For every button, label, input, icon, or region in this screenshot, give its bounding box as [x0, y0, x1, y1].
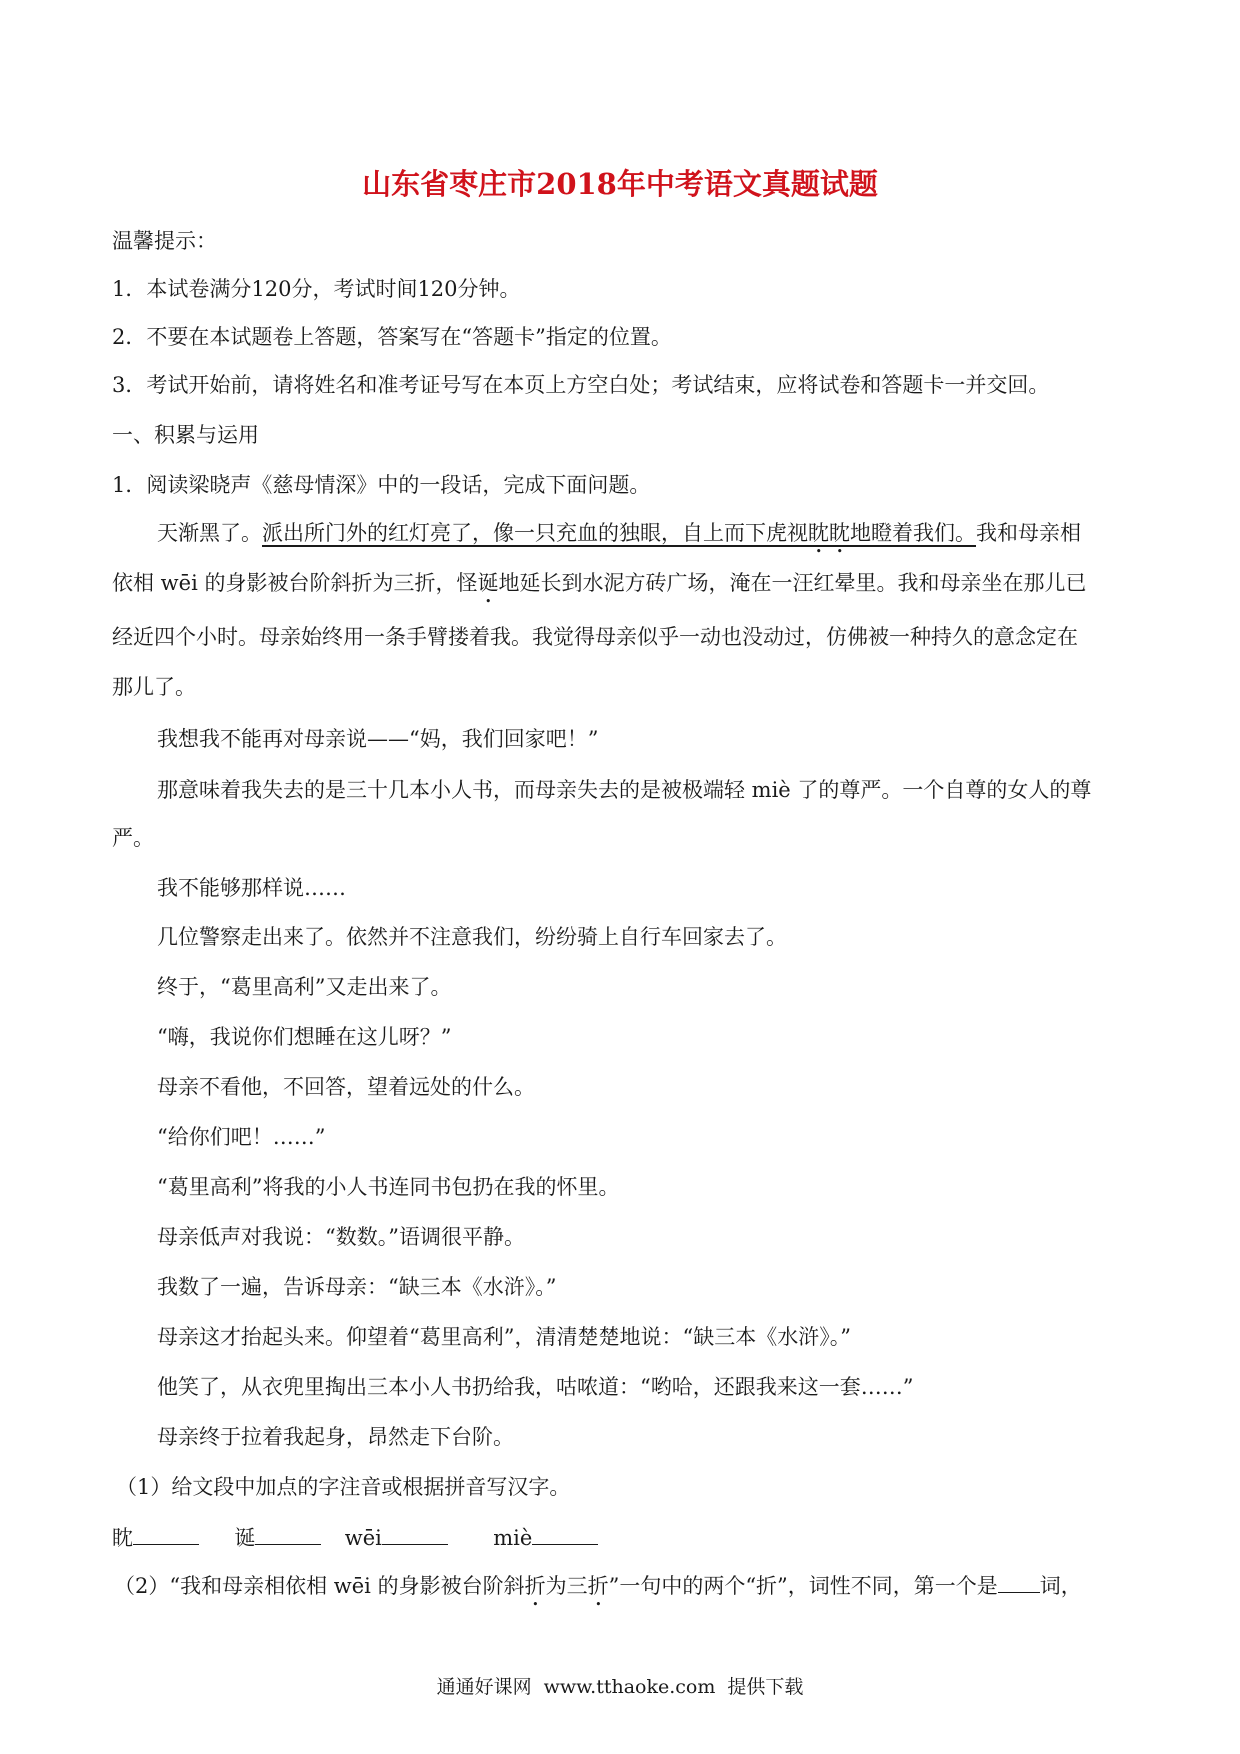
answer-label: 诞 [234, 1526, 256, 1550]
prompt-text: （2）“我和母亲相依相 wēi 的身影被台阶斜 [114, 1574, 525, 1598]
passage-line: “葛里高利”将我的小人书连同书包扔在我的怀里。 [157, 1175, 620, 1199]
footer-suffix: 提供下载 [727, 1676, 804, 1698]
passage-line: 母亲这才抬起头来。仰望着“葛里高利”，清清楚楚地说：“缺三本《水浒》。” [157, 1325, 851, 1349]
passage-line: 母亲终于拉着我起身，昂然走下台阶。 [157, 1425, 514, 1449]
sub-question-1-answers [112, 1522, 598, 1553]
passage-line: 经近四个小时。母亲始终用一条手臂搂着我。我觉得母亲似乎一动也没动过，仿佛被一种持久的意念定在 [112, 625, 1078, 649]
passage-text: 我和母亲相 [976, 521, 1081, 545]
prompt-text: ”一句中的两个“折”，词性不同，第一个是 [608, 1574, 998, 1598]
question-1-prompt: 1．阅读梁晓声《慈母情深》中的一段话，完成下面问题。 [112, 473, 651, 497]
passage-line: 严。 [112, 826, 154, 850]
section-heading: 一、积累与运用 [112, 423, 259, 447]
footer-site-name: 通通好课网 [436, 1676, 532, 1698]
passage-line: 我想我不能再对母亲说——“妈，我们回家吧！” [157, 727, 599, 751]
passage-line: 母亲不看他，不回答，望着远处的什么。 [157, 1075, 535, 1099]
dotted-word: 诞 [477, 571, 499, 595]
sub-question-1-prompt: （1）给文段中加点的字注音或根据拼音写汉字。 [116, 1475, 571, 1499]
underlined-text: 派出所门外的红灯亮了，像一只充血的独眼，自上而下虎视 [262, 521, 808, 545]
passage-text: 天渐黑了。 [157, 521, 262, 545]
passage-line [157, 518, 1081, 558]
footer-url[interactable]: www.tthaoke.com [543, 1676, 716, 1698]
passage-line: 母亲低声对我说：“数数。”语调很平静。 [157, 1225, 525, 1249]
passage-line: 几位警察走出来了。依然并不注意我们，纷纷骑上自行车回家去了。 [157, 925, 787, 949]
answer-label: 眈 [112, 1526, 133, 1550]
passage-line: 终于，“葛里高利”又走出来了。 [157, 975, 452, 999]
answer-blank[interactable] [532, 1522, 598, 1545]
dotted-word: 眈眈 [808, 521, 850, 545]
passage-line: 我数了一遍，告诉母亲：“缺三本《水浒》。” [157, 1275, 557, 1299]
notice-heading: 温馨提示： [112, 229, 217, 253]
underlined-text: 地瞪着我们。 [850, 521, 976, 545]
answer-blank[interactable] [133, 1522, 199, 1545]
notice-item-1: 1．本试卷满分120分，考试时间120分钟。 [112, 277, 521, 301]
dotted-word: 折 [587, 1574, 609, 1598]
notice-item-2: 2．不要在本试题卷上答题，答案写在“答题卡”指定的位置。 [112, 325, 672, 349]
passage-line: 那意味着我失去的是三十几本小人书，而母亲失去的是被极端轻 miè 了的尊严。一个自尊的女人的尊 [157, 778, 1092, 802]
answer-label: wēi [344, 1526, 382, 1550]
passage-line: 他笑了，从衣兜里掏出三本小人书扔给我，咕哝道：“哟哈，还跟我来这一套……” [157, 1375, 914, 1399]
passage-line [112, 568, 1086, 608]
page-title: 山东省枣庄市2018年中考语文真题试题 [362, 167, 878, 201]
passage-line: 我不能够那样说…… [157, 876, 346, 900]
prompt-text: 词， [1039, 1574, 1082, 1598]
answer-blank[interactable] [998, 1570, 1040, 1593]
page-footer [0, 1672, 1240, 1699]
answer-blank[interactable] [255, 1522, 321, 1545]
notice-item-3: 3．考试开始前，请将姓名和准考证号写在本页上方空白处；考试结束，应将试卷和答题卡一并交回。 [112, 373, 1050, 397]
passage-line: “给你们吧！……” [157, 1125, 326, 1149]
passage-text: 依相 wēi 的身影被台阶斜折为三折，怪 [112, 571, 478, 595]
passage-line: 那儿了。 [112, 675, 196, 699]
sub-question-2-prompt [114, 1570, 1082, 1611]
prompt-text: 为三 [545, 1574, 588, 1598]
passage-line: “嗨，我说你们想睡在这儿呀？” [157, 1025, 452, 1049]
answer-label: miè [493, 1526, 533, 1550]
answer-blank[interactable] [382, 1522, 448, 1545]
passage-text: 地延长到水泥方砖广场，淹在一汪红晕里。我和母亲坐在那儿已 [498, 571, 1087, 595]
dotted-word: 折 [524, 1574, 546, 1598]
